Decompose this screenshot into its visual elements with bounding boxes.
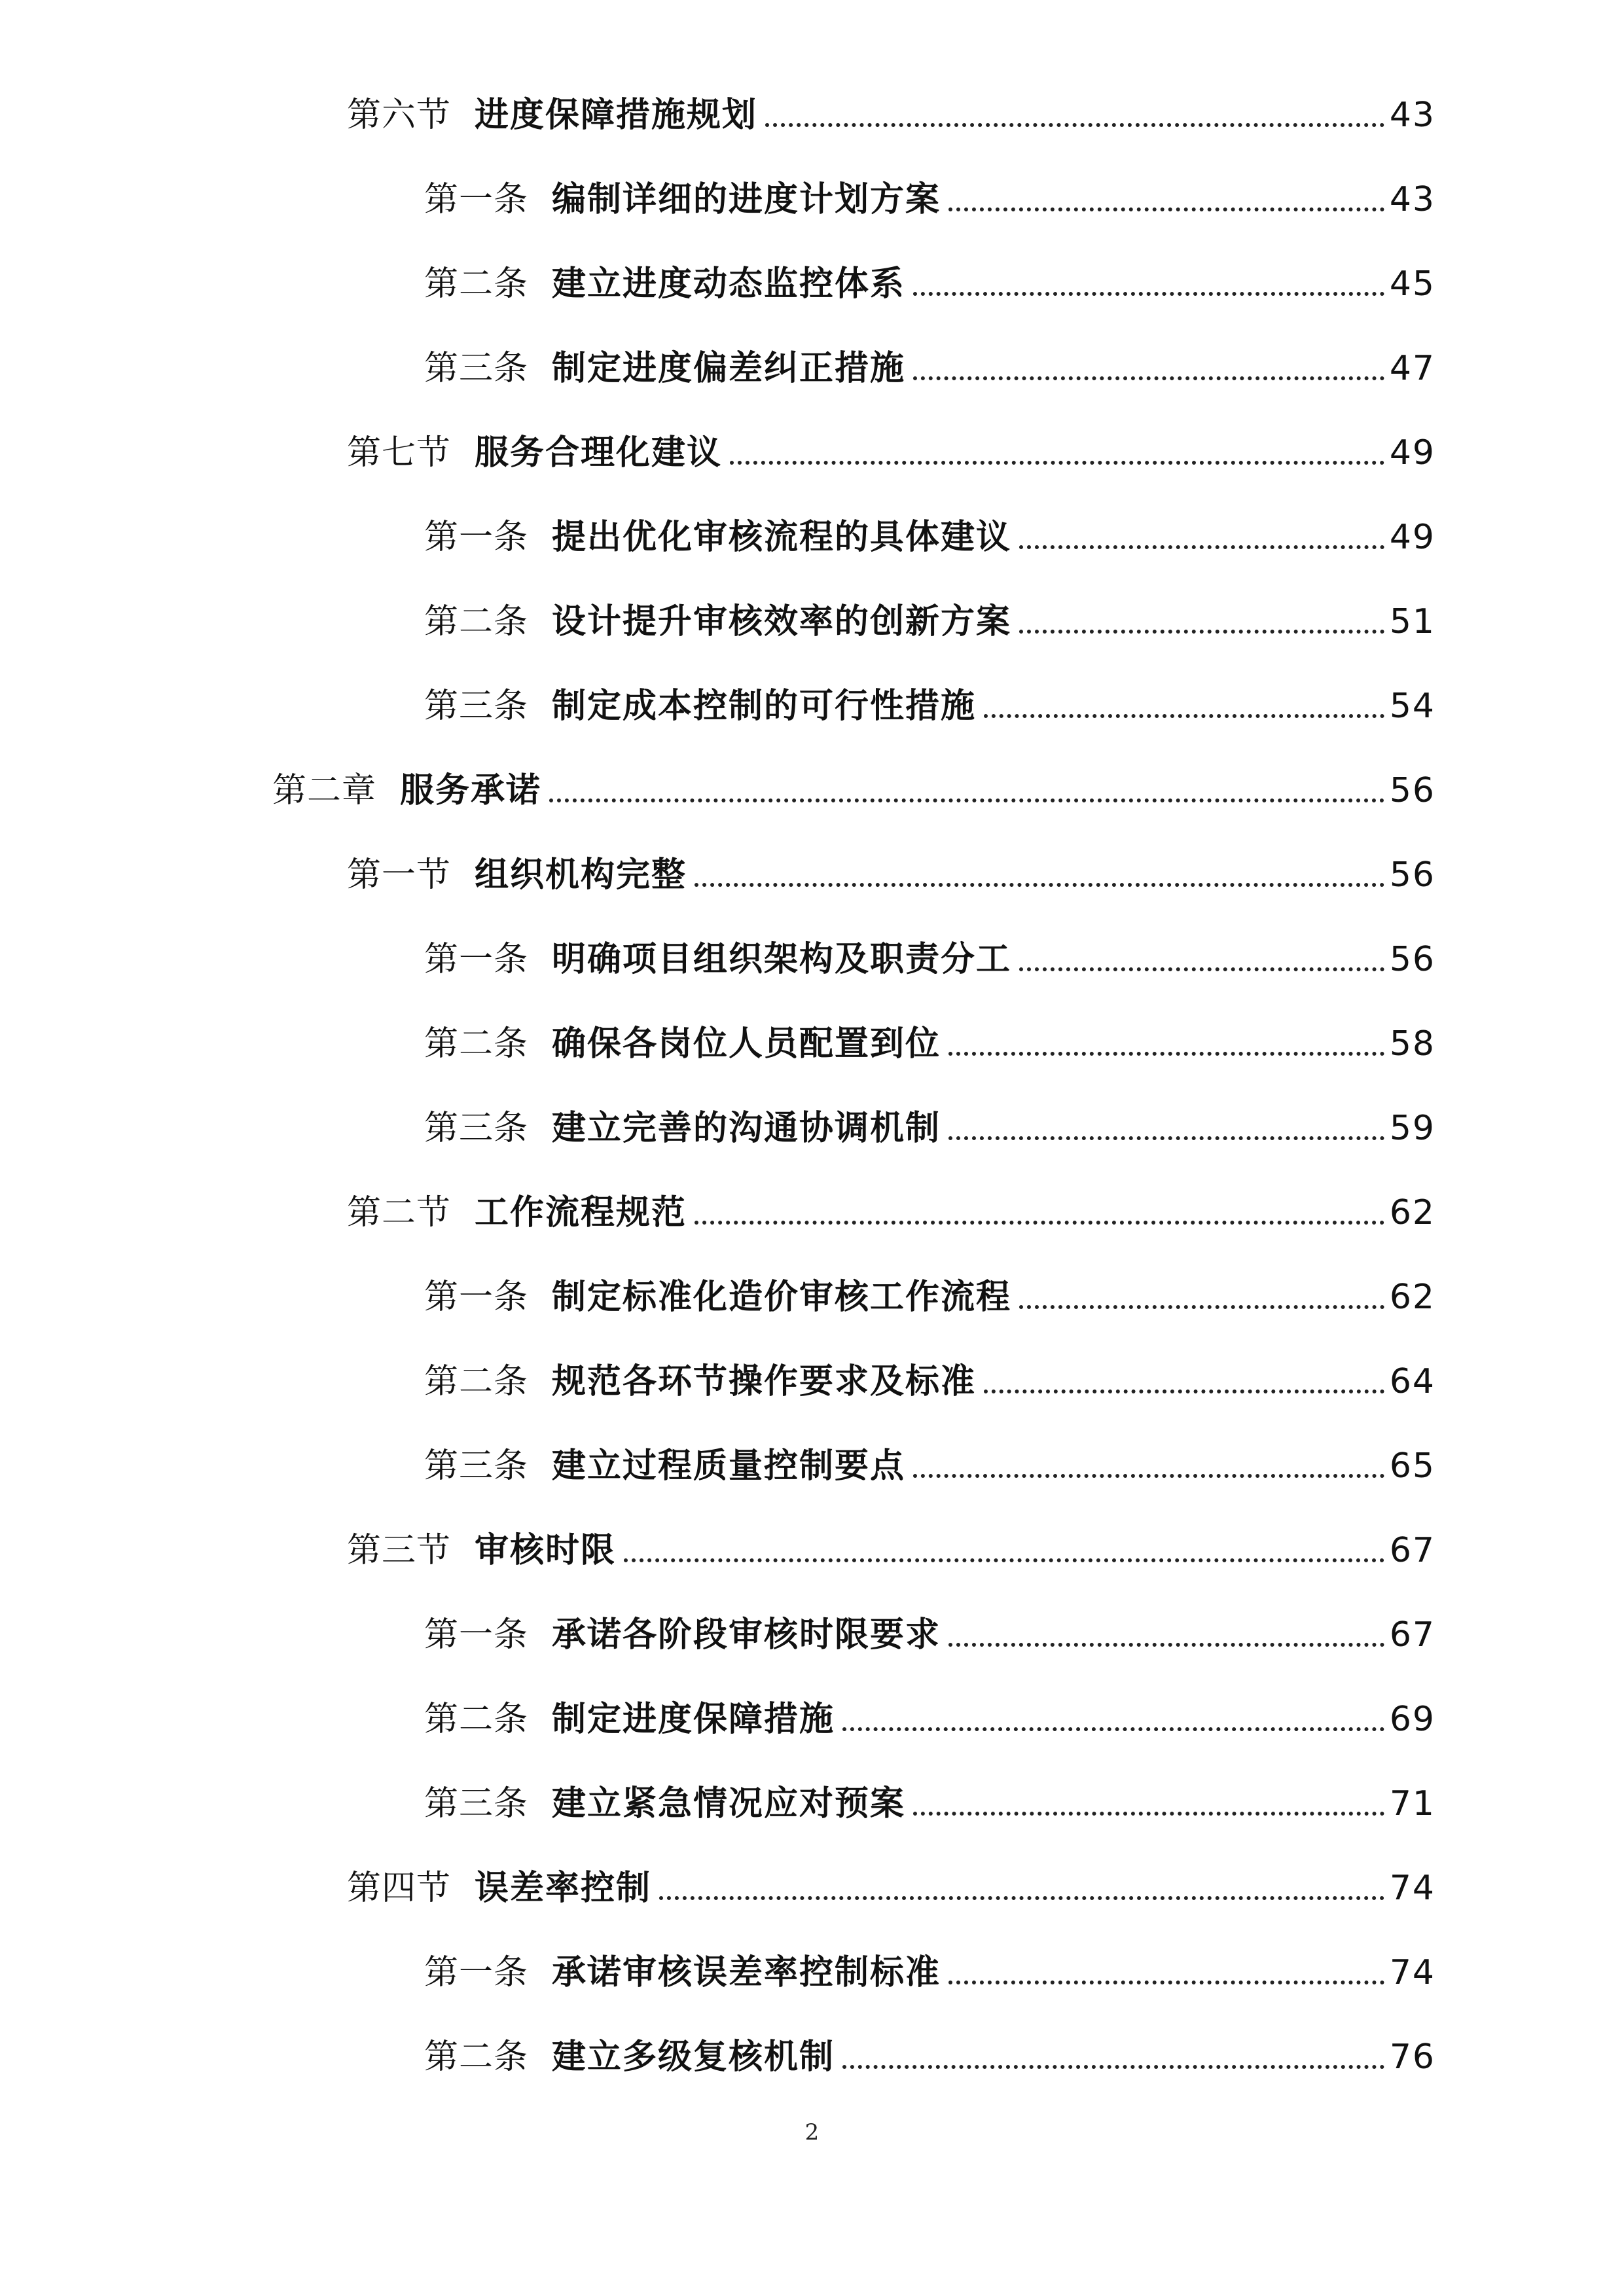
toc-entry-prefix: 第四节 — [347, 1869, 452, 1908]
toc-entry-title: 误差率控制 — [475, 1868, 652, 1908]
toc-dot-leader — [1019, 545, 1384, 549]
toc-entry-page: 74 — [1389, 1869, 1435, 1908]
toc-entry-title: 进度保障措施规划 — [475, 95, 758, 135]
toc-dot-leader — [842, 2065, 1384, 2069]
toc-entry-prefix: 第二条 — [424, 264, 529, 304]
toc-dot-leader — [842, 1727, 1384, 1731]
toc-dot-leader — [624, 1558, 1384, 1562]
toc-entry-title: 工作流程规范 — [475, 1193, 687, 1232]
toc-entry[interactable] — [424, 1597, 1435, 1656]
toc-dot-leader — [695, 883, 1384, 887]
toc-entry-page: 47 — [1389, 349, 1435, 388]
toc-entry-page: 58 — [1389, 1024, 1435, 1064]
toc-dot-leader — [948, 1136, 1384, 1140]
toc-entry[interactable] — [424, 1006, 1435, 1065]
toc-entry-page: 56 — [1389, 771, 1435, 810]
page-number: 2 — [804, 2119, 820, 2145]
toc-entry-page: 69 — [1389, 1700, 1435, 1739]
toc-entry-page: 74 — [1389, 1953, 1435, 1992]
toc-entry-title: 建立过程质量控制要点 — [552, 1446, 906, 1486]
toc-entry-prefix: 第七节 — [347, 433, 452, 473]
toc-entry-title: 制定进度保障措施 — [552, 1699, 835, 1739]
toc-entry[interactable] — [424, 499, 1435, 558]
toc-entry-title: 规范各环节操作要求及标准 — [552, 1361, 977, 1401]
toc-entry-title: 服务合理化建议 — [475, 433, 723, 473]
toc-entry[interactable] — [424, 1428, 1435, 1487]
toc-entry-page: 49 — [1389, 518, 1435, 557]
toc-entry-page: 59 — [1389, 1109, 1435, 1148]
toc-entry[interactable] — [424, 246, 1435, 305]
toc-entry[interactable] — [424, 1090, 1435, 1149]
toc-entry-page: 49 — [1389, 433, 1435, 473]
toc-entry-prefix: 第一条 — [424, 1615, 529, 1655]
toc-entry[interactable] — [424, 1935, 1435, 1994]
toc-entry[interactable] — [424, 584, 1435, 643]
toc-dot-leader — [695, 1221, 1384, 1225]
toc-entry[interactable] — [347, 837, 1435, 896]
toc-dot-leader — [730, 461, 1384, 465]
toc-entry-title: 确保各岗位人员配置到位 — [552, 1024, 941, 1064]
toc-entry-title: 承诺审核误差率控制标准 — [552, 1952, 941, 1992]
toc-entry-title: 审核时限 — [475, 1530, 617, 1570]
toc-entry-title: 承诺各阶段审核时限要求 — [552, 1615, 941, 1655]
toc-entry-prefix: 第二章 — [272, 771, 377, 810]
toc-entry-page: 76 — [1389, 2037, 1435, 2077]
toc-entry[interactable] — [424, 922, 1435, 980]
toc-entry[interactable] — [347, 1513, 1435, 1571]
toc-entry-title: 制定成本控制的可行性措施 — [552, 686, 977, 726]
toc-entry-page: 62 — [1389, 1193, 1435, 1232]
toc-entry-title: 建立紧急情况应对预案 — [552, 1784, 906, 1823]
toc-dot-leader — [549, 798, 1384, 802]
toc-dot-leader — [765, 123, 1384, 127]
toc-entry-prefix: 第二条 — [424, 1024, 529, 1064]
toc-entry-title: 编制详细的进度计划方案 — [552, 179, 941, 219]
toc-entry[interactable] — [424, 1259, 1435, 1318]
toc-entry[interactable] — [347, 1175, 1435, 1234]
toc-entry-page: 64 — [1389, 1362, 1435, 1401]
toc-entry-prefix: 第三条 — [424, 687, 529, 726]
toc-entry-title: 明确项目组织架构及职责分工 — [552, 939, 1012, 979]
toc-entry-page: 67 — [1389, 1615, 1435, 1655]
toc-entry-prefix: 第二条 — [424, 2037, 529, 2077]
toc-entry-prefix: 第一节 — [347, 855, 452, 895]
toc-entry-prefix: 第二节 — [347, 1193, 452, 1232]
toc-entry-prefix: 第三条 — [424, 1446, 529, 1486]
toc-entry-prefix: 第一条 — [424, 1953, 529, 1992]
toc-entry-prefix: 第二条 — [424, 602, 529, 641]
toc-entry[interactable] — [272, 753, 1435, 812]
toc-entry-prefix: 第一条 — [424, 180, 529, 219]
toc-entry-title: 设计提升审核效率的创新方案 — [552, 601, 1012, 641]
toc-dot-leader — [1019, 1305, 1384, 1309]
toc-entry-page: 56 — [1389, 940, 1435, 979]
toc-entry-prefix: 第二条 — [424, 1362, 529, 1401]
toc-entry[interactable] — [424, 1681, 1435, 1740]
toc-entry-prefix: 第六节 — [347, 96, 452, 135]
toc-entry[interactable] — [347, 77, 1435, 136]
toc-entry[interactable] — [347, 1850, 1435, 1909]
toc-entry-prefix: 第一条 — [424, 518, 529, 557]
toc-entry-prefix: 第一条 — [424, 1278, 529, 1317]
toc-entry[interactable] — [424, 1344, 1435, 1403]
toc-dot-leader — [913, 1812, 1384, 1816]
toc-dot-leader — [913, 292, 1384, 296]
toc-entry-prefix: 第三节 — [347, 1531, 452, 1570]
toc-dot-leader — [659, 1896, 1384, 1900]
toc-dot-leader — [948, 1981, 1384, 1984]
toc-dot-leader — [1019, 967, 1384, 971]
toc-entry[interactable] — [424, 668, 1435, 727]
toc-entry-page: 71 — [1389, 1784, 1435, 1823]
toc-entry-prefix: 第二条 — [424, 1700, 529, 1739]
toc-entry-page: 43 — [1389, 180, 1435, 219]
toc-entry-title: 提出优化审核流程的具体建议 — [552, 517, 1012, 557]
toc-entry-prefix: 第三条 — [424, 1784, 529, 1823]
toc-entry-title: 建立进度动态监控体系 — [552, 264, 906, 304]
toc-entry[interactable] — [424, 331, 1435, 389]
toc-entry-page: 67 — [1389, 1531, 1435, 1570]
toc-entry-title: 建立完善的沟通协调机制 — [552, 1108, 941, 1148]
toc-entry-title: 制定进度偏差纠正措施 — [552, 348, 906, 388]
toc-entry[interactable] — [424, 162, 1435, 221]
toc-entry-prefix: 第三条 — [424, 349, 529, 388]
toc-entry-prefix: 第一条 — [424, 940, 529, 979]
toc-entry-title: 制定标准化造价审核工作流程 — [552, 1277, 1012, 1317]
toc-dot-leader — [948, 1052, 1384, 1056]
toc-entry-page: 56 — [1389, 855, 1435, 895]
toc-entry[interactable] — [424, 2019, 1435, 2078]
toc-entry[interactable] — [347, 415, 1435, 474]
toc-dot-leader — [984, 714, 1384, 718]
toc-entry-prefix: 第三条 — [424, 1109, 529, 1148]
toc-entry-page: 62 — [1389, 1278, 1435, 1317]
toc-dot-leader — [984, 1390, 1384, 1393]
toc-entry[interactable] — [424, 1766, 1435, 1825]
toc-entry-page: 54 — [1389, 687, 1435, 726]
toc-entry-title: 建立多级复核机制 — [552, 2037, 835, 2077]
toc-entry-title: 组织机构完整 — [475, 855, 687, 895]
toc-entry-page: 45 — [1389, 264, 1435, 304]
toc-dot-leader — [948, 1643, 1384, 1647]
toc-entry-page: 43 — [1389, 96, 1435, 135]
toc-entry-page: 65 — [1389, 1446, 1435, 1486]
toc-dot-leader — [913, 1474, 1384, 1478]
toc-dot-leader — [948, 207, 1384, 211]
toc-dot-leader — [913, 376, 1384, 380]
toc-entry-page: 51 — [1389, 602, 1435, 641]
toc-dot-leader — [1019, 630, 1384, 634]
toc-entry-title: 服务承诺 — [400, 770, 542, 810]
